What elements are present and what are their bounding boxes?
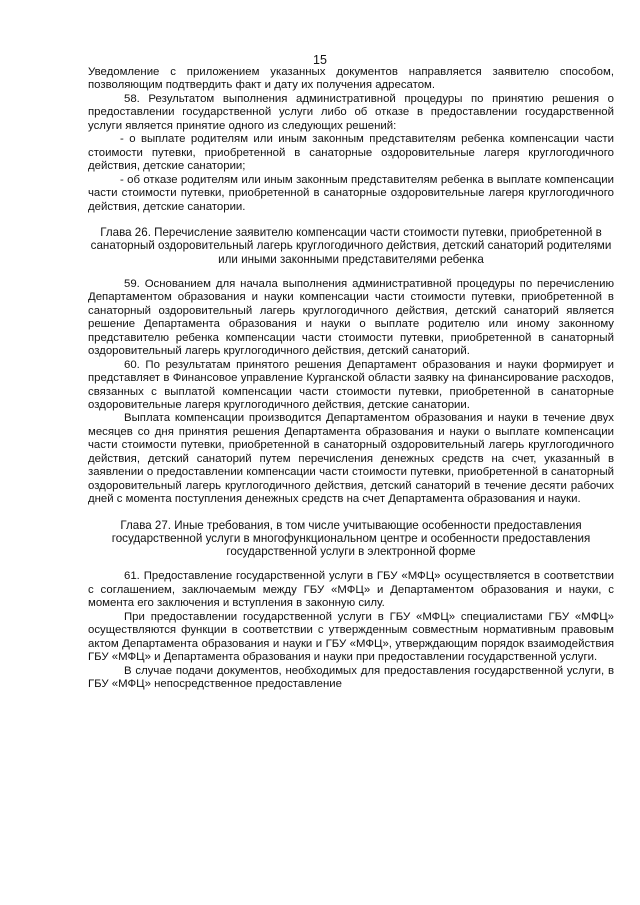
- paragraph: 58. Результатом выполнения административной процедуры по принятию решения о предоставлении государственной услуги либо об отказе в предоставлении государственной услуги является принятие одного из следующих решений:: [88, 92, 614, 132]
- paragraph: 59. Основанием для начала выполнения административной процедуры по перечислению Департаментом образования и науки компенсации части стоимости путевки, приобретенной в санаторный оздоровительный лагерь круглогодичного действия, детский санаторий является решение Департамента образования и науки о выплате родителю или иному законному представителю ребенка компенсации части стоимости путевки, приобретенной в санаторный оздоровительный лагерь круглогодичного действия, детский санаторий.: [88, 277, 614, 358]
- paragraph: Уведомление с приложением указанных документов направляется заявителю способом, позволяющим подтвердить факт и дату их получения адресатом.: [88, 66, 614, 92]
- paragraph: Выплата компенсации производится Департаментом образования и науки в течение двух месяцев со дня принятия решения Департамента образования и науки о выплате компенсации части стоимости путевки, приобретенной в санаторный оздоровительный лагерь круглогодичного действия, детский санаторий путем перечисления денежных средств на счет, указанный в заявлении о предоставлении компенсации части стоимости путевки, приобретенной в санаторный оздоровительный лагерь круглогодичного действия, детский санаторий в течение десяти рабочих дней с момента поступления денежных средств на счет Департамента образования и науки.: [88, 412, 614, 506]
- list-item: - о выплате родителям или иным законным представителям ребенка компенсации части стоимости путевки, приобретенной в санаторные оздоровительные лагеря круглогодичного действия, детские санатории;: [88, 133, 614, 173]
- document-body: [88, 66, 614, 692]
- chapter-heading: Глава 26. Перечисление заявителю компенсации части стоимости путевки, приобретенной в санаторный оздоровительный лагерь круглогодичного действия, детский санаторий родителями или иными законными представителями ребенка: [90, 225, 612, 266]
- page-number: 15: [313, 53, 327, 67]
- chapter-heading: Глава 27. Иные требования, в том числе учитывающие особенности предоставления государственной услуги в многофункциональном центре и особенности предоставления государственной услуги в электронной форме: [111, 518, 591, 559]
- list-item: - об отказе родителям или иным законным представителям ребенка в выплате компенсации части стоимости путевки, приобретенной в санаторные оздоровительные лагеря круглогодичного действия, детские санатории.: [88, 173, 614, 213]
- paragraph: 61. Предоставление государственной услуги в ГБУ «МФЦ» осуществляется в соответствии с соглашением, заключаемым между ГБУ «МФЦ» и Департаментом образования и науки, с момента его заключения и вступления в законную силу.: [88, 570, 614, 610]
- paragraph: 60. По результатам принятого решения Департамент образования и науки формирует и представляет в Финансовое управление Курганской области заявку на финансирование расходов, связанных с выплатой компенсации части стоимости путевки, приобретенной в санаторные оздоровительные лагеря круглогодичного действия, детские санатории.: [88, 358, 614, 411]
- paragraph: При предоставлении государственной услуги в ГБУ «МФЦ» специалистами ГБУ «МФЦ» осуществляются функции в соответствии с утвержденным совместным нормативным правовым актом Департамента образования и науки и ГБУ «МФЦ», утверждающим порядок взаимодействия ГБУ «МФЦ» и Департамента образования и науки при предоставлении государственной услуги.: [88, 610, 614, 664]
- paragraph: В случае подачи документов, необходимых для предоставления государственной услуги, в ГБУ «МФЦ» непосредственное предоставление: [88, 664, 614, 691]
